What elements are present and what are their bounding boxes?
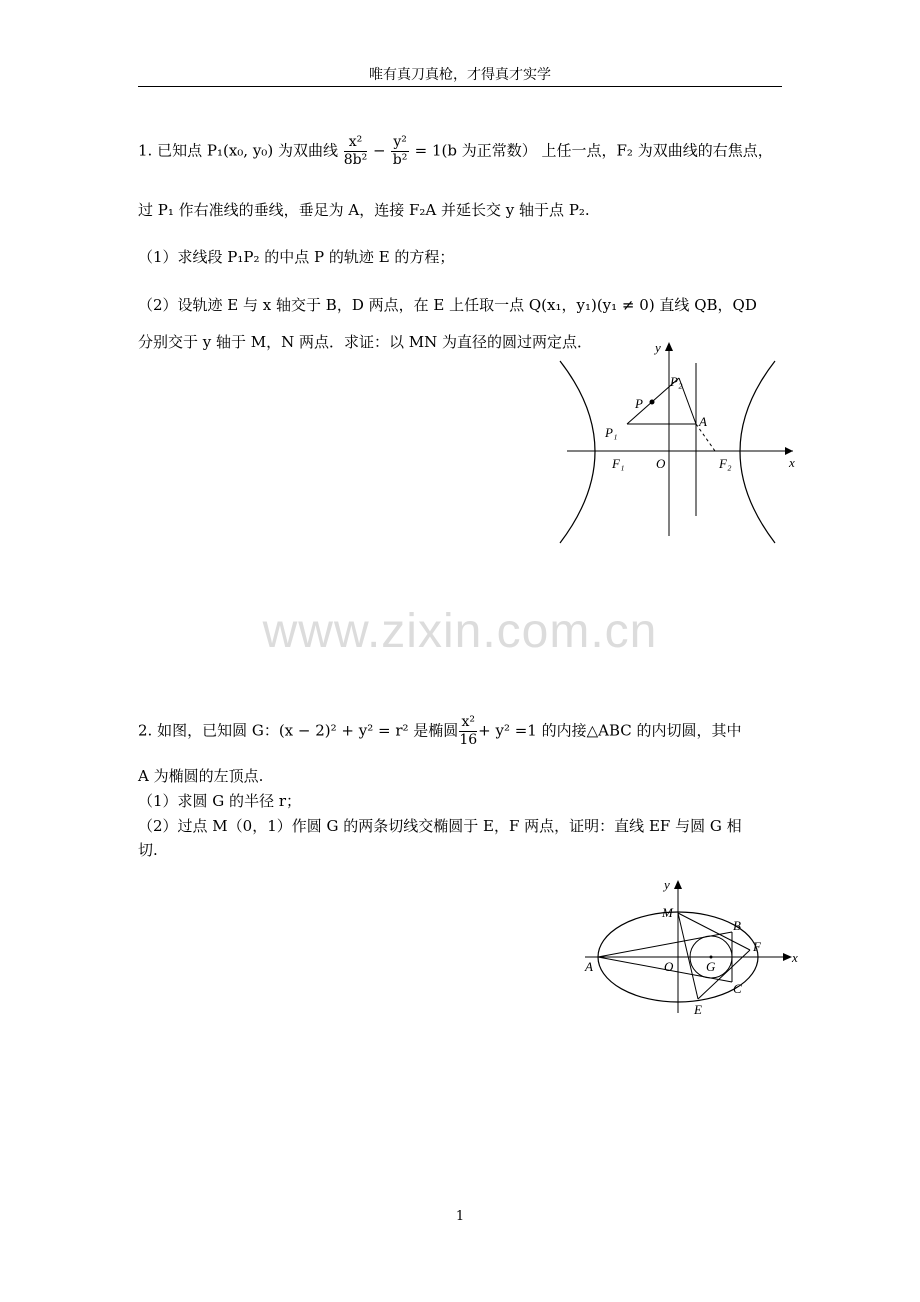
- label-p2: P₂: [670, 374, 683, 389]
- label-e: E: [694, 1002, 702, 1017]
- frac-den-1: 8b²: [343, 152, 368, 168]
- problem-1-question-2b: 分别交于 y 轴于 M，N 两点．求证：以 MN 为直径的圆过两定点．: [138, 333, 593, 351]
- problem-2-question-1: （1）求圆 G 的半径 r；: [138, 792, 302, 810]
- page-number: 1: [455, 1209, 465, 1224]
- x-axis-arrow: [785, 447, 793, 455]
- tangent-me: [678, 913, 698, 999]
- problem-1-intro-c: 上任一点，: [536, 141, 617, 160]
- problem-2-line2: A 为椭圆的左顶点.: [138, 767, 264, 785]
- label-o: O: [656, 456, 666, 471]
- label-y: y: [655, 340, 661, 355]
- left-branch: [560, 361, 595, 543]
- label-c: C: [733, 981, 742, 996]
- y-axis-arrow: [665, 342, 673, 351]
- frac-den-e: 16: [459, 732, 478, 748]
- problem-2-question-2b: 切.: [138, 841, 158, 859]
- label-f1: F₁: [612, 456, 625, 471]
- label-x: x: [792, 950, 798, 965]
- label-m: M: [662, 905, 673, 920]
- problem-1-intro-b: 为双曲线: [273, 141, 343, 160]
- ellipse-figure: [580, 875, 805, 1020]
- problem-1-line2: 过 P₁ 作右准线的垂线，垂足为 A，连接 F₂A 并延长交 y 轴于点 P₂.: [138, 201, 590, 219]
- label-y: y: [664, 877, 670, 892]
- fraction-x: [344, 134, 367, 169]
- hyperbola-figure: [555, 338, 800, 548]
- x-axis-arrow: [783, 953, 792, 961]
- label-a: A: [699, 414, 707, 429]
- problem-2-intro: 2. 如图，已知圆 G：(x − 2)² + y² = r² 是椭圆: [138, 721, 459, 740]
- watermark: www.zixin.com.cn: [262, 605, 658, 658]
- problem-1-question-2a: （2）设轨迹 E 与 x 轴交于 B，D 两点，在 E 上任取一点 Q(x₁，y₁)(y₁ ≠ 0) 直线 QB，QD: [138, 296, 757, 314]
- label-g: G: [706, 959, 716, 974]
- frac-num-1: x²: [344, 134, 367, 152]
- label-a: A: [585, 959, 593, 974]
- label-o: O: [664, 959, 674, 974]
- point-p1: P₁(x₀, y₀): [206, 141, 274, 160]
- page-header: 唯有真刀真枪，才得真才实学: [369, 67, 551, 83]
- fraction-ellipse: [459, 714, 477, 749]
- label-f2: F₂: [719, 456, 732, 471]
- problem-1-intro: 1. 已知点: [138, 141, 207, 160]
- problem-2-statement: [138, 714, 742, 749]
- header-rule: [138, 86, 782, 87]
- label-p: P: [635, 396, 643, 411]
- label-x: x: [789, 455, 795, 470]
- midpoint-p: [650, 400, 655, 405]
- label-p1: P₁: [605, 425, 618, 440]
- problem-1-question-1: （1）求线段 P₁P₂ 的中点 P 的轨迹 E 的方程；: [138, 248, 455, 266]
- frac-num-e: x²: [459, 714, 477, 732]
- fraction-y: [391, 134, 409, 169]
- problem-2-question-2a: （2）过点 M（0，1）作圆 G 的两条切线交椭圆于 E，F 两点，证明：直线 EF 与圆 G 相: [138, 817, 742, 835]
- label-b: B: [733, 918, 741, 933]
- equation-tail: = 1(b 为正常数）: [414, 141, 537, 160]
- frac-den-2: b²: [392, 152, 408, 168]
- label-f: F: [753, 939, 761, 954]
- problem-1-intro-d: 为双曲线的右焦点，: [632, 141, 773, 160]
- segment-ab: [598, 932, 732, 957]
- y-axis-arrow: [674, 880, 682, 889]
- frac-num-2: y²: [393, 134, 407, 150]
- right-branch: [740, 361, 775, 543]
- problem-1-statement: 1. 已知点 P₁(x₀, y₀) 为双曲线 $\frac{\text{x²}}{\text{8b²}}$ − $\frac{\text{y²}}{\text{b²}}$ = 1(b 为正常数） 上任一点，F₂ 为双曲线的右焦点，: [138, 134, 773, 168]
- focus-f2: F₂: [616, 141, 633, 160]
- problem-2-intro-b: + y² =1 的内接△ABC 的内切圆，其中: [478, 721, 742, 740]
